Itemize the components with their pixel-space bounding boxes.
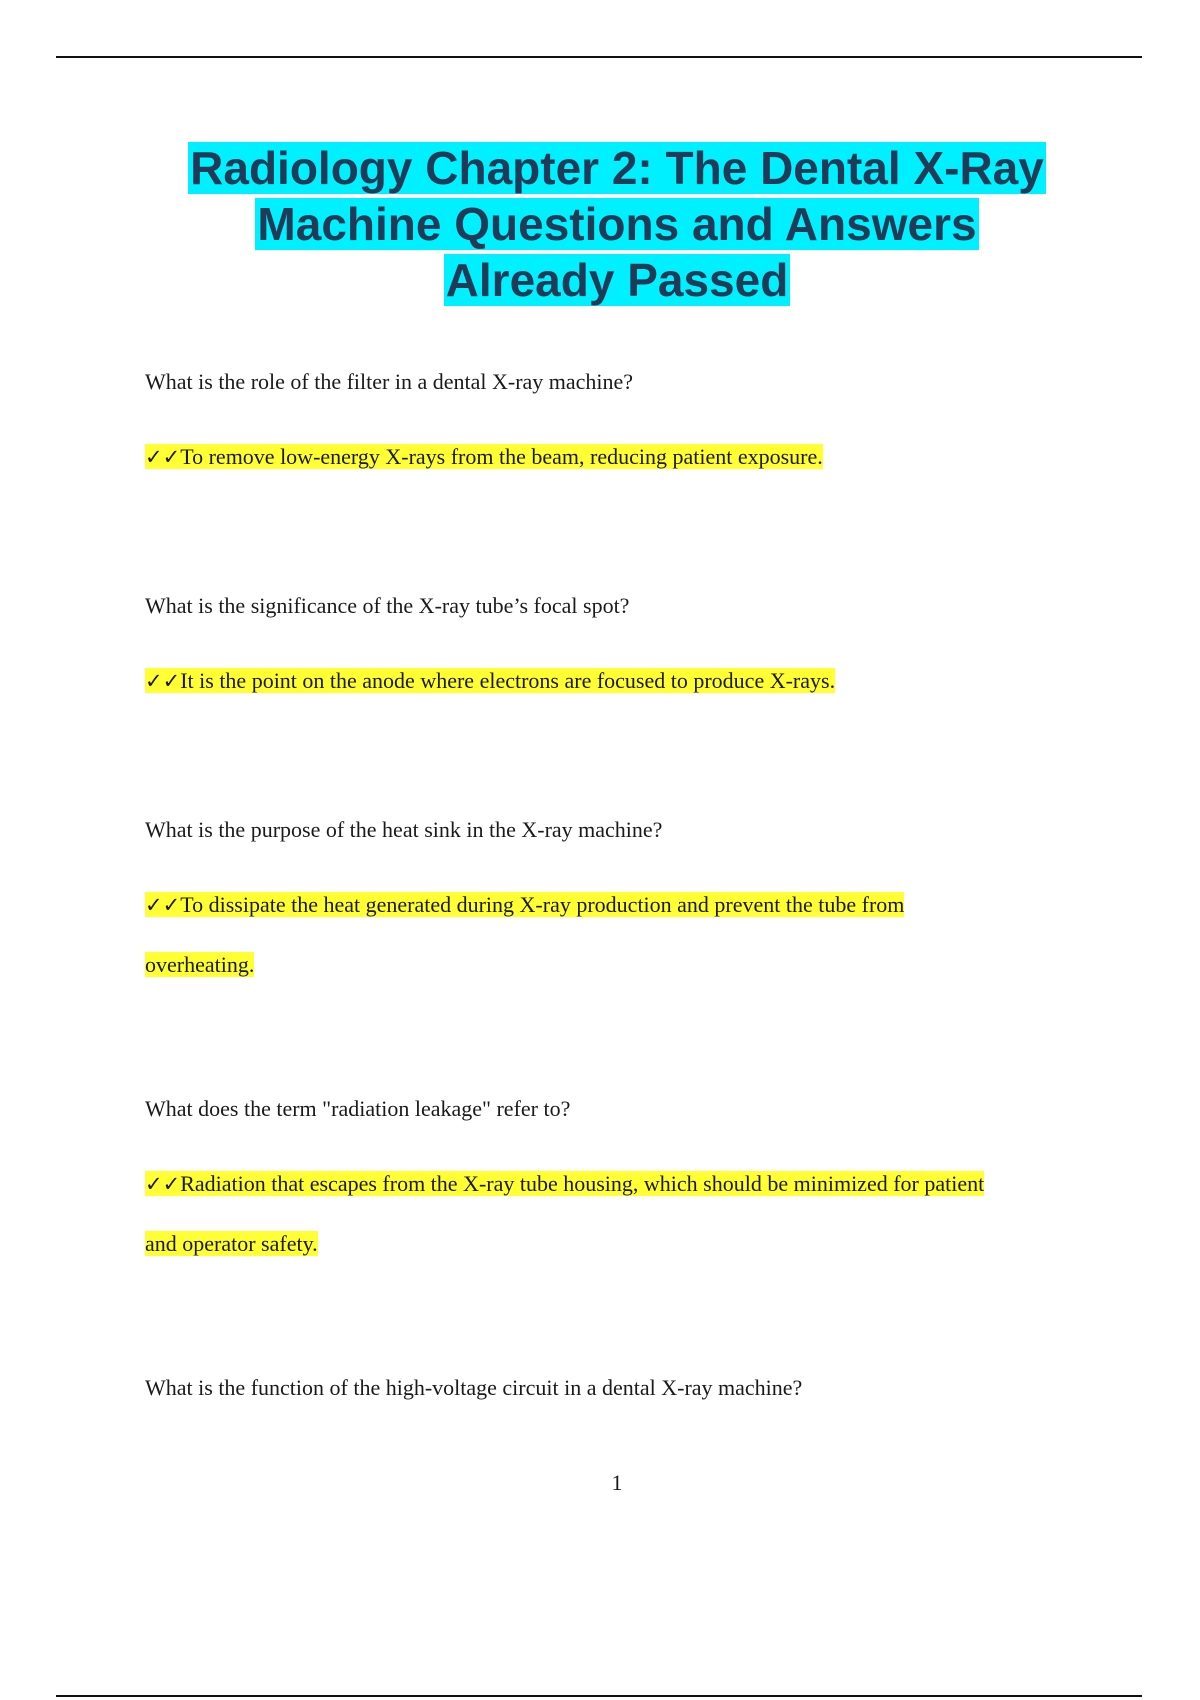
- qa-item-1: [145, 352, 1085, 487]
- qa-item-5: [145, 1358, 1085, 1418]
- answer-line-1: To dissipate the heat generated during X-ray production and prevent the tube from: [180, 892, 905, 917]
- answer-line-1: It is the point on the anode where electrons are focused to produce X-rays.: [180, 668, 836, 693]
- question-text: What is the significance of the X-ray tube’s focal spot?: [145, 593, 630, 618]
- question-text: What is the purpose of the heat sink in the X-ray machine?: [145, 817, 663, 842]
- answer-line-1: Radiation that escapes from the X-ray tube housing, which should be minimized for patient: [180, 1171, 985, 1196]
- page-number: 1: [611, 1470, 623, 1495]
- answer-text: [145, 651, 1085, 711]
- answer-text: [145, 875, 1085, 995]
- qa-item-3: [145, 800, 1085, 995]
- answer-line-2: and operator safety.: [145, 1231, 318, 1256]
- double-check-icon: ✓✓: [145, 893, 181, 917]
- double-check-icon: ✓✓: [145, 669, 181, 693]
- answer-text: [145, 427, 1085, 487]
- question-text: What is the function of the high-voltage circuit in a dental X-ray machine?: [145, 1375, 803, 1400]
- document-title: [100, 140, 1134, 308]
- top-rule: [56, 56, 1142, 58]
- question-text: What does the term "radiation leakage" refer to?: [145, 1096, 571, 1121]
- title-line-3: Already Passed: [445, 254, 789, 306]
- answer-line-2: overheating.: [145, 952, 255, 977]
- question-text: What is the role of the filter in a dental X-ray machine?: [145, 369, 634, 394]
- double-check-icon: ✓✓: [145, 445, 181, 469]
- answer-line-1: To remove low-energy X-rays from the beam, reducing patient exposure.: [180, 444, 823, 469]
- qa-item-2: [145, 576, 1085, 711]
- qa-item-4: [145, 1079, 1085, 1274]
- bottom-rule: [56, 1695, 1142, 1697]
- answer-text: [145, 1154, 1085, 1274]
- double-check-icon: ✓✓: [145, 1172, 181, 1196]
- title-line-1: Radiology Chapter 2: The Dental X-Ray: [190, 142, 1044, 194]
- title-line-2: Machine Questions and Answers: [257, 198, 977, 250]
